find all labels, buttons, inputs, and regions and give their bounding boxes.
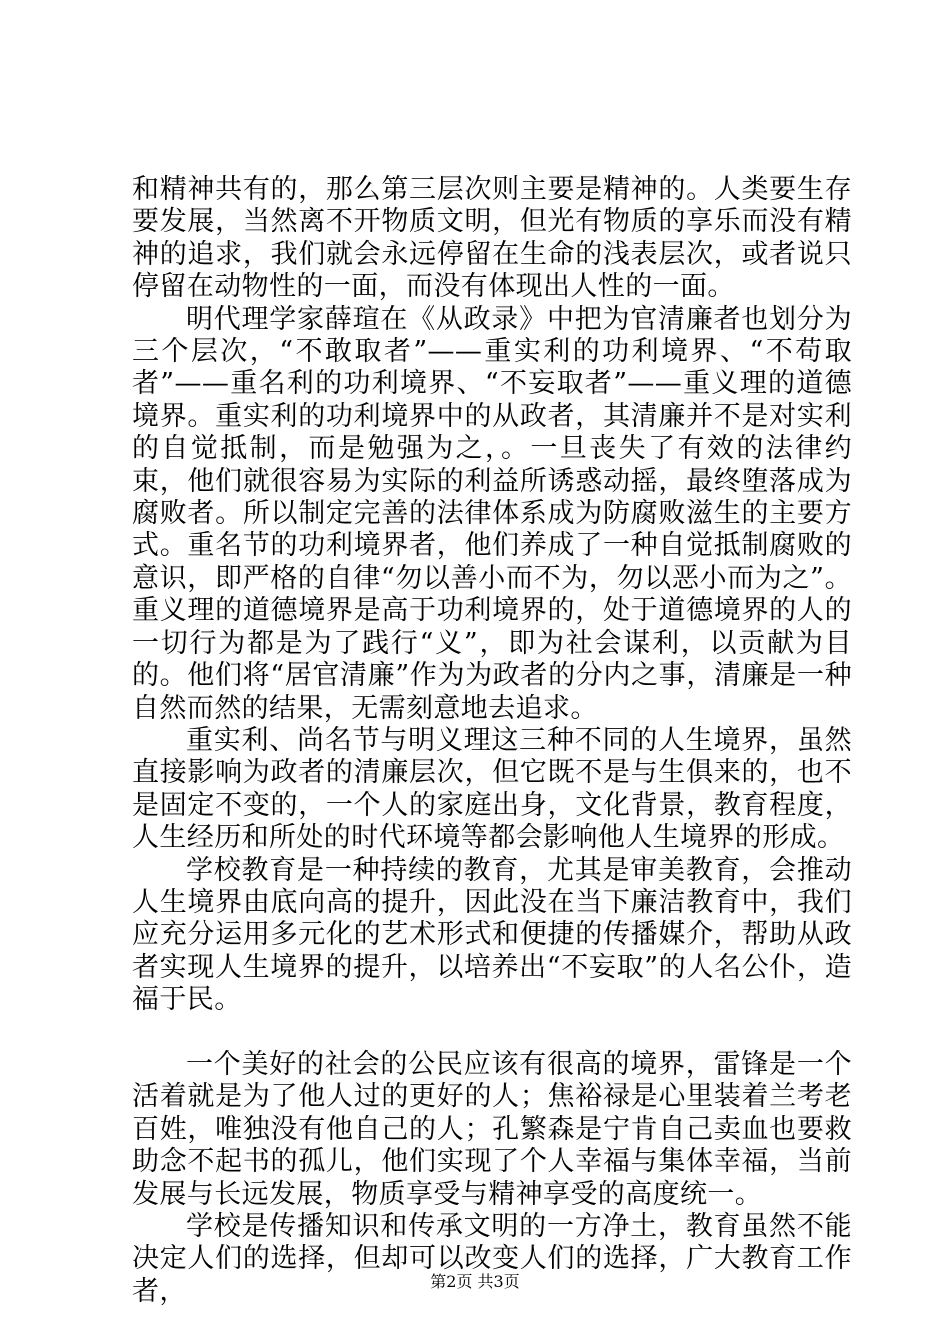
paragraph-4: 学校教育是一种持续的教育，尤其是审美教育，会推动人生境界由底向高的提升，因此没在当下廉洁教育中，我们应充分运用多元化的艺术形式和便捷的传播媒介，帮助从政者实现人生境界的提升，以培养出“不妄取”的人名公仆，造福于民。 — [132, 854, 852, 1016]
document-body — [132, 174, 852, 1308]
paragraph-2: 明代理学家薛瑄在《从政录》中把为官清廉者也划分为三个层次，“不敢取者”——重实利的功利境界、“不苟取者”——重名利的功利境界、“不妄取者”——重义理的道德境界。重实利的功利境界中的从政者，其清廉并不是对实利的自觉抵制，而是勉强为之，。一旦丧失了有效的法律约束，他们就很容易为实际的利益所诱惑动摇，最终堕落成为腐败者。所以制定完善的法律体系成为防腐败滋生的主要方式。重名节的功利境界者，他们养成了一种自觉抵制腐败的意识，即严格的自律“勿以善小而不为，勿以恶小而为之”。重义理的道德境界是高于功利境界的，处于道德境界的人的一切行为都是为了践行“义”，即为社会谋利，以贡献为目的。他们将“居官清廉”作为为政者的分内之事，清廉是一种自然而然的结果，无需刻意地去追求。 — [132, 303, 852, 724]
paragraph-5: 一个美好的社会的公民应该有很高的境界，雷锋是一个活着就是为了他人过的更好的人；焦裕禄是心里装着兰考老百姓，唯独没有他自己的人；孔繁森是宁肯自己卖血也要救助念不起书的孤儿，他们实现了个人幸福与集体幸福，当前发展与长远发展，物质享受与精神享受的高度统一。 — [132, 1048, 852, 1210]
page-number-label: 第2页 共3页 — [430, 1272, 520, 1291]
page-footer — [0, 1272, 950, 1292]
paragraph-6: 学校是传播知识和传承文明的一方净土，教育虽然不能决定人们的选择，但却可以改变人们的选择，广大教育工作者， — [132, 1210, 852, 1307]
paragraph-3: 重实利、尚名节与明义理这三种不同的人生境界，虽然直接影响为政者的清廉层次，但它既不是与生俱来的，也不是固定不变的，一个人的家庭出身，文化背景，教育程度，人生经历和所处的时代环境等都会影响他人生境界的形成。 — [132, 724, 852, 854]
paragraph-1: 和精神共有的，那么第三层次则主要是精神的。人类要生存要发展，当然离不开物质文明，但光有物质的享乐而没有精神的追求，我们就会永远停留在生命的浅表层次，或者说只停留在动物性的一面，而没有体现出人性的一面。 — [132, 174, 852, 303]
paragraph-gap — [132, 1017, 852, 1049]
